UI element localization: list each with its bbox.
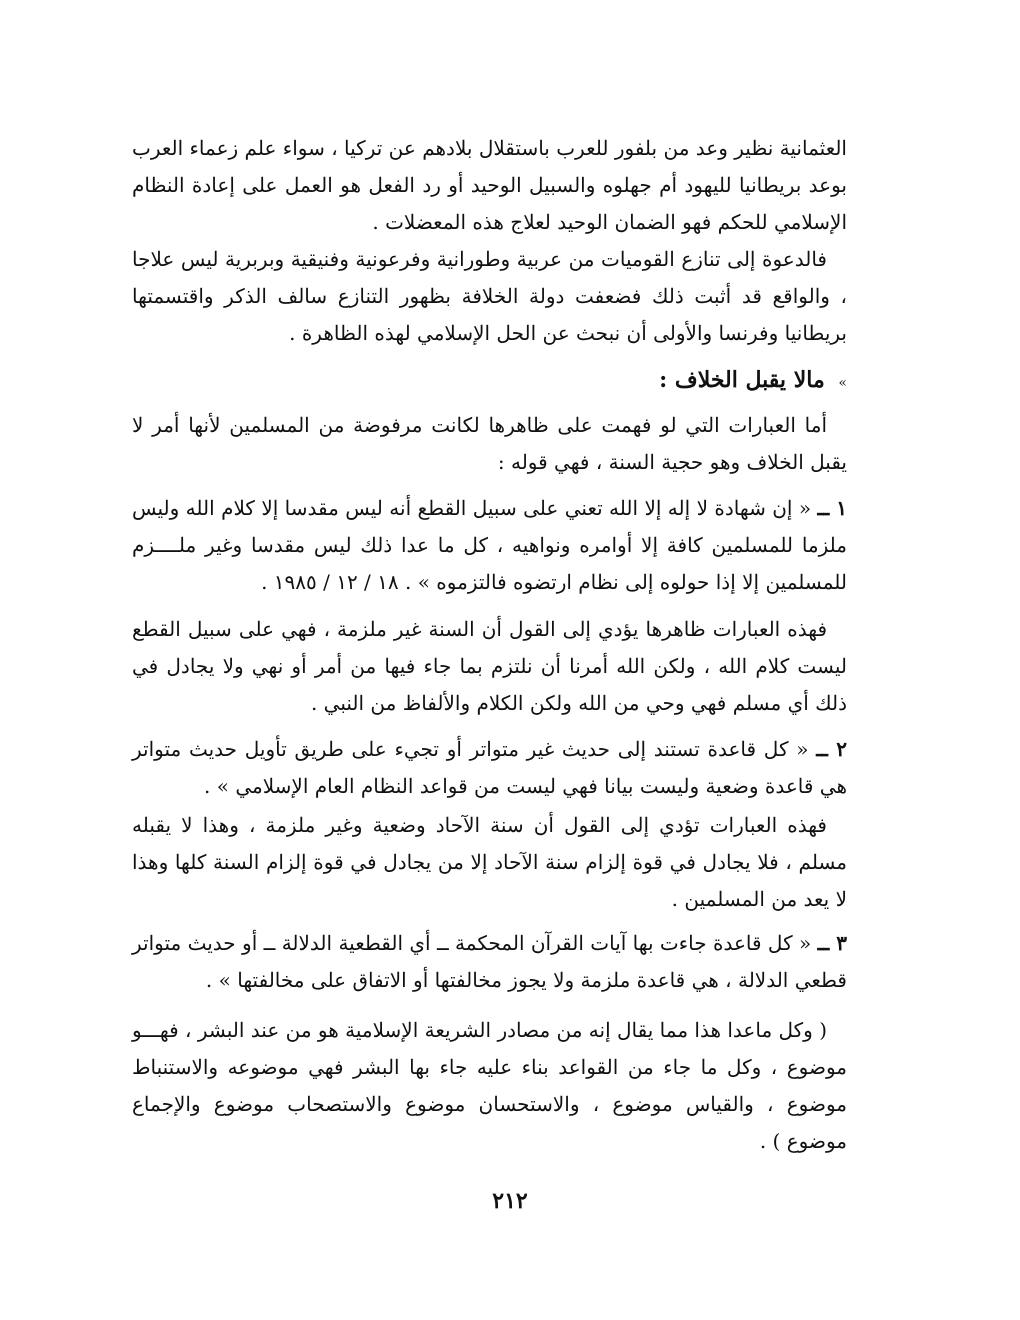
paragraph-1 (132, 130, 847, 241)
paragraph-6 (132, 1012, 847, 1160)
quote-2-text: « كل قاعدة تستند إلى حديث غير متواتر أو تجيء على طريق تأويل حديث متواتر هي قاعدة وضعية وليست بيانا فهي ليست من قواعد النظام العام الإسلامي » . (132, 737, 847, 798)
quote-1-number: ١ ــ (817, 496, 848, 520)
quote-3 (132, 925, 847, 999)
paragraph-4-text: فهذه العبارات ظاهرها يؤدي إلى القول أن السنة غير ملزمة ، فهي على سبيل القطع ليست كلام الله ، ولكن الله أمرنا أن نلتزم بما جاء فيها من أمر أو نهي ولا يجادل في ذلك أي مسلم فهي وحي من الله ولكن الكلام والألفاظ من النبي . (132, 617, 847, 715)
paragraph-4 (132, 611, 847, 722)
quote-1 (132, 490, 847, 601)
heading-text: مالا يقبل الخلاف : (659, 367, 825, 393)
paragraph-3 (132, 407, 847, 481)
paragraph-5-text: فهذه العبارات تؤدي إلى القول أن سنة الآحاد وضعية وغير ملزمة ، وهذا لا يقبله مسلم ، فلا يجادل في قوة إلزام سنة الآحاد إلا من يجادل في قوة إلزام السنة كلها وهذا لا يعد من المسلمين . (132, 813, 847, 911)
paragraph-1-text: العثمانية نظير وعد من بلفور للعرب باستقلال بلادهم عن تركيا ، سواء علم زعماء العرب بوعد بريطانيا لليهود أم جهلوه والسبيل الوحيد أو رد الفعل هو العمل على إعادة النظام الإسلامي للحكم فهو الضمان الوحيد لعلاج هذه المعضلات . (132, 136, 847, 234)
paragraph-3-text: أما العبارات التي لو فهمت على ظاهرها لكانت مرفوضة من المسلمين لأنها أمر لا يقبل الخلاف وهو حجية السنة ، فهي قوله : (132, 413, 847, 474)
quote-3-number: ٣ ــ (817, 931, 848, 955)
quote-1-text: « إن شهادة لا إله إلا الله تعني على سبيل القطع أنه ليس مقدسا إلا كلام الله وليس ملزما للمسلمين كافة إلا أوامره ونواهيه ، كل ما عدا ذلك ليس مقدسا وغير ملــــزم للمسلمين إلا إذا حولوه إلى نظام ارتضوه فالتزموه » . ١٨ / ١٢ / ١٩٨٥ . (132, 496, 847, 594)
quote-2 (132, 731, 847, 805)
section-heading (132, 362, 847, 402)
page-number: ٢١٢ (492, 1188, 528, 1214)
paragraph-6-text: ( وكل ماعدا هذا مما يقال إنه من مصادر الشريعة الإسلامية هو من عند البشر ، فهـــو موضوع ، وكل ما جاء من القواعد بناء عليه جاء بها البشر فهي موضوعه والاستنباط موضوع ، والقياس موضوع ، والاستحسان موضوع والاستصحاب موضوع والإجماع موضوع ) . (132, 1018, 847, 1153)
heading-mark: » (838, 375, 847, 391)
quote-2-number: ٢ ــ (816, 737, 847, 761)
paragraph-2 (132, 241, 847, 352)
paragraph-2-text: فالدعوة إلى تنازع القوميات من عربية وطورانية وفرعونية وفنيقية وبربرية ليس علاجا ، والواقع قد أثبت ذلك فضعفت دولة الخلافة بظهور التنازع سالف الذكر واقتسمتها بريطانيا وفرنسا والأولى أن نبحث عن الحل الإسلامي لهذه الظاهرة . (132, 247, 847, 345)
paragraph-5 (132, 807, 847, 918)
quote-3-text: « كل قاعدة جاءت بها آيات القرآن المحكمة ــ أي القطعية الدلالة ــ أو حديث متواتر قطعي الدلالة ، هي قاعدة ملزمة ولا يجوز مخالفتها أو الاتفاق على مخالفتها » . (132, 931, 847, 992)
